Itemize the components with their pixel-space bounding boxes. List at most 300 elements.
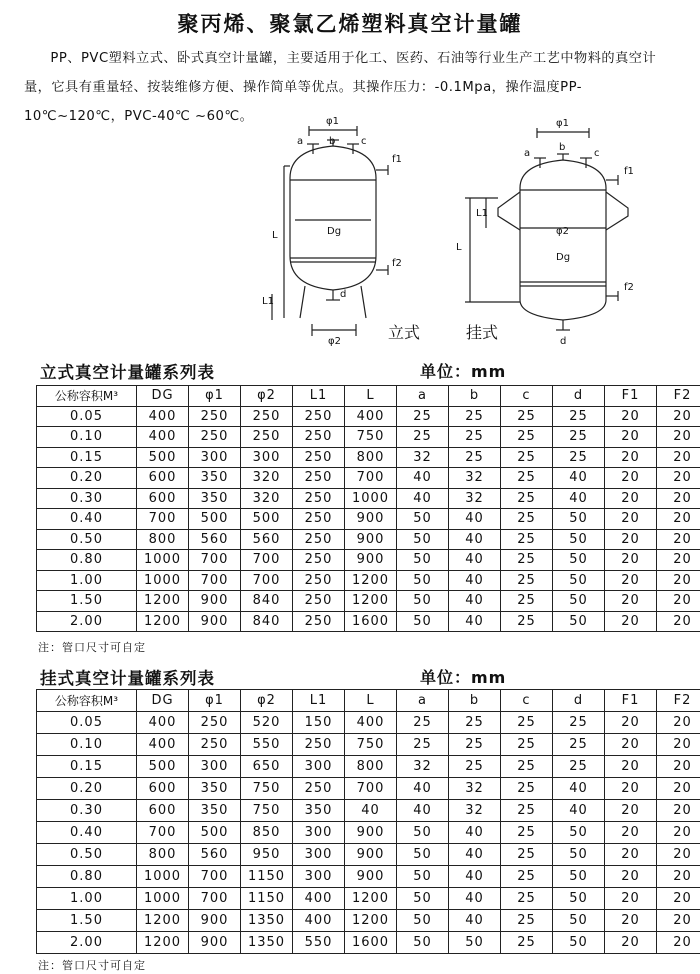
column-header: L1 xyxy=(293,690,345,712)
table-cell: 1200 xyxy=(345,910,397,932)
column-header: φ2 xyxy=(241,690,293,712)
table-cell: 250 xyxy=(241,427,293,448)
column-header: a xyxy=(397,386,449,407)
table-cell: 20 xyxy=(657,822,700,844)
table-row xyxy=(37,734,700,756)
table-cell: 50 xyxy=(397,509,449,530)
table-cell: 900 xyxy=(189,932,241,954)
table-cell: 250 xyxy=(293,488,345,509)
table-cell: 25 xyxy=(501,756,553,778)
table-cell: 25 xyxy=(449,447,501,468)
table-cell: 20 xyxy=(657,570,700,591)
table-cell: 40 xyxy=(397,778,449,800)
table-cell: 550 xyxy=(241,734,293,756)
table-cell: 300 xyxy=(189,756,241,778)
table-cell: 1350 xyxy=(241,910,293,932)
table-cell: 40 xyxy=(449,844,501,866)
table-cell: 1600 xyxy=(345,932,397,954)
table-cell: 700 xyxy=(345,468,397,489)
column-header: 公称容积M³ xyxy=(37,690,137,712)
table-cell: 900 xyxy=(189,910,241,932)
table-cell: 0.15 xyxy=(37,756,137,778)
table-cell: 300 xyxy=(189,447,241,468)
table-cell: 20 xyxy=(605,406,657,427)
column-header: c xyxy=(501,690,553,712)
table-row xyxy=(37,844,700,866)
table2-unit: 单位：mm xyxy=(420,668,507,687)
table-cell: 560 xyxy=(241,529,293,550)
table-cell: 320 xyxy=(241,488,293,509)
table-cell: 40 xyxy=(397,468,449,489)
table-cell: 0.05 xyxy=(37,712,137,734)
table-cell: 250 xyxy=(189,406,241,427)
table-cell: 20 xyxy=(605,756,657,778)
column-header: φ1 xyxy=(189,386,241,407)
column-header: L1 xyxy=(293,386,345,407)
table-cell: 250 xyxy=(293,550,345,571)
table-cell: 50 xyxy=(397,910,449,932)
svg-text:L: L xyxy=(456,242,462,253)
table-cell: 20 xyxy=(605,866,657,888)
table-cell: 560 xyxy=(189,529,241,550)
table-cell: 20 xyxy=(657,888,700,910)
table-cell: 40 xyxy=(449,910,501,932)
table-cell: 25 xyxy=(501,611,553,632)
table-cell: 0.20 xyxy=(37,778,137,800)
table-row xyxy=(37,866,700,888)
table-cell: 1.50 xyxy=(37,591,137,612)
table-row xyxy=(37,509,700,530)
column-header: L xyxy=(345,386,397,407)
table-cell: 20 xyxy=(657,427,700,448)
table-cell: 1000 xyxy=(137,866,189,888)
table-cell: 250 xyxy=(293,570,345,591)
table-cell: 300 xyxy=(241,447,293,468)
table-cell: 50 xyxy=(397,529,449,550)
column-header: φ1 xyxy=(189,690,241,712)
table-cell: 2.00 xyxy=(37,932,137,954)
table-cell: 1200 xyxy=(137,611,189,632)
intro-paragraph: PP、PVC塑料立式、卧式真空计量罐，主要适用于化工、医药、石油等行业生产工艺中物料的真空计量，它具有重量轻、按装维修方便、操作简单等优点。其操作压力：-0.1Mpa，操作温度PP-10℃~120℃，PVC-40℃ ~60℃。 xyxy=(24,51,657,124)
table-cell: 400 xyxy=(345,406,397,427)
table-cell: 700 xyxy=(241,570,293,591)
column-header: F1 xyxy=(605,690,657,712)
table-cell: 50 xyxy=(397,570,449,591)
table-cell: 25 xyxy=(501,822,553,844)
svg-text:b: b xyxy=(559,142,566,153)
table-cell: 250 xyxy=(189,734,241,756)
table-cell: 20 xyxy=(605,447,657,468)
table-cell: 20 xyxy=(657,844,700,866)
table-cell: 25 xyxy=(501,888,553,910)
table-cell: 20 xyxy=(657,932,700,954)
table-cell: 900 xyxy=(345,550,397,571)
table-cell: 50 xyxy=(553,932,605,954)
table-cell: 20 xyxy=(657,550,700,571)
svg-text:Dg: Dg xyxy=(556,252,571,263)
table-cell: 400 xyxy=(345,712,397,734)
table2-note: 注：管口尺寸可自定 xyxy=(38,959,146,972)
table-cell: 25 xyxy=(501,406,553,427)
table-cell: 840 xyxy=(241,591,293,612)
table-cell: 900 xyxy=(345,529,397,550)
table-cell: 50 xyxy=(397,822,449,844)
table-cell: 950 xyxy=(241,844,293,866)
table-row xyxy=(37,822,700,844)
table-cell: 50 xyxy=(553,509,605,530)
table-cell: 25 xyxy=(501,570,553,591)
table-cell: 25 xyxy=(553,734,605,756)
table-cell: 250 xyxy=(293,509,345,530)
standing-tank-spec-table xyxy=(36,385,700,632)
column-header: F1 xyxy=(605,386,657,407)
table-cell: 25 xyxy=(553,427,605,448)
table-cell: 1600 xyxy=(345,611,397,632)
table-cell: 250 xyxy=(293,778,345,800)
table-row xyxy=(37,888,700,910)
table-cell: 40 xyxy=(553,778,605,800)
table-cell: 20 xyxy=(605,591,657,612)
table-cell: 20 xyxy=(657,756,700,778)
svg-text:a: a xyxy=(524,148,531,159)
table-cell: 20 xyxy=(605,734,657,756)
table-cell: 20 xyxy=(657,778,700,800)
svg-text:φ2: φ2 xyxy=(328,336,341,347)
table2-title: 挂式真空计量罐系列表 xyxy=(40,669,215,688)
table-cell: 32 xyxy=(449,800,501,822)
table-cell: 25 xyxy=(397,427,449,448)
table-cell: 25 xyxy=(501,447,553,468)
table-cell: 0.10 xyxy=(37,427,137,448)
label-a: a xyxy=(297,136,304,147)
table-cell: 50 xyxy=(397,611,449,632)
svg-text:f1: f1 xyxy=(624,166,634,177)
hanging-tank-drawing xyxy=(465,128,628,330)
table-cell: 300 xyxy=(293,822,345,844)
svg-text:挂式: 挂式 xyxy=(466,323,499,342)
table-cell: 32 xyxy=(397,447,449,468)
table-cell: 20 xyxy=(657,488,700,509)
svg-text:φ2: φ2 xyxy=(556,226,569,237)
table-cell: 25 xyxy=(501,468,553,489)
table-cell: 250 xyxy=(189,427,241,448)
table-row xyxy=(37,611,700,632)
svg-text:立式: 立式 xyxy=(388,323,421,342)
table-cell: 40 xyxy=(345,800,397,822)
table-cell: 50 xyxy=(553,888,605,910)
table-cell: 250 xyxy=(293,427,345,448)
table-cell: 0.05 xyxy=(37,406,137,427)
standing-tank-labels xyxy=(262,116,420,347)
table-cell: 40 xyxy=(449,611,501,632)
svg-text:f2: f2 xyxy=(392,258,402,269)
column-header: b xyxy=(449,690,501,712)
svg-text:f2: f2 xyxy=(624,282,634,293)
table-cell: 1200 xyxy=(137,932,189,954)
table-row xyxy=(37,800,700,822)
table-cell: 350 xyxy=(189,800,241,822)
table-cell: 20 xyxy=(605,844,657,866)
table-cell: 250 xyxy=(293,529,345,550)
table-cell: 1.50 xyxy=(37,910,137,932)
table-cell: 1350 xyxy=(241,932,293,954)
table-cell: 32 xyxy=(397,756,449,778)
table-cell: 40 xyxy=(449,866,501,888)
table-cell: 25 xyxy=(501,800,553,822)
table-cell: 20 xyxy=(657,468,700,489)
table-cell: 25 xyxy=(553,712,605,734)
table-cell: 1200 xyxy=(345,591,397,612)
table-cell: 0.30 xyxy=(37,800,137,822)
table-cell: 400 xyxy=(137,712,189,734)
table-cell: 300 xyxy=(293,866,345,888)
table-cell: 1000 xyxy=(345,488,397,509)
table-row xyxy=(37,591,700,612)
table-cell: 25 xyxy=(553,406,605,427)
table-cell: 700 xyxy=(345,778,397,800)
table-cell: 40 xyxy=(449,570,501,591)
table-cell: 500 xyxy=(189,509,241,530)
table-cell: 20 xyxy=(605,468,657,489)
svg-text:f1: f1 xyxy=(392,154,402,165)
table-cell: 400 xyxy=(137,427,189,448)
table-cell: 32 xyxy=(449,778,501,800)
table-row xyxy=(37,427,700,448)
table-cell: 25 xyxy=(501,734,553,756)
table-row xyxy=(37,570,700,591)
table-cell: 700 xyxy=(189,866,241,888)
table-cell: 600 xyxy=(137,778,189,800)
table-cell: 300 xyxy=(293,756,345,778)
table-row xyxy=(37,468,700,489)
svg-text:L: L xyxy=(272,230,278,241)
hanging-tank-labels xyxy=(456,118,634,347)
table-cell: 50 xyxy=(397,866,449,888)
table-cell: 25 xyxy=(501,778,553,800)
table-cell: 20 xyxy=(605,570,657,591)
table-cell: 20 xyxy=(605,529,657,550)
table-header-row xyxy=(37,386,700,407)
table-cell: 500 xyxy=(137,447,189,468)
table-row xyxy=(37,778,700,800)
table-cell: 25 xyxy=(501,550,553,571)
table-cell: 40 xyxy=(449,550,501,571)
table-cell: 20 xyxy=(605,822,657,844)
svg-text:Dg: Dg xyxy=(327,226,342,237)
table-cell: 800 xyxy=(345,447,397,468)
table-cell: 25 xyxy=(553,447,605,468)
table-row xyxy=(37,932,700,954)
table-cell: 1150 xyxy=(241,888,293,910)
table-cell: 700 xyxy=(137,822,189,844)
table-cell: 25 xyxy=(501,712,553,734)
table-cell: 50 xyxy=(553,529,605,550)
table-cell: 700 xyxy=(137,509,189,530)
table-cell: 32 xyxy=(449,488,501,509)
table-cell: 400 xyxy=(137,406,189,427)
table-cell: 150 xyxy=(293,712,345,734)
table-cell: 20 xyxy=(657,800,700,822)
table-cell: 25 xyxy=(501,844,553,866)
table-cell: 800 xyxy=(137,844,189,866)
table-cell: 0.15 xyxy=(37,447,137,468)
table-cell: 400 xyxy=(137,734,189,756)
table-row xyxy=(37,529,700,550)
table-cell: 500 xyxy=(241,509,293,530)
column-header: φ2 xyxy=(241,386,293,407)
table-cell: 50 xyxy=(553,844,605,866)
table-cell: 0.10 xyxy=(37,734,137,756)
table1-note: 注：管口尺寸可自定 xyxy=(38,641,146,654)
table-row xyxy=(37,550,700,571)
table-cell: 0.50 xyxy=(37,529,137,550)
table-cell: 550 xyxy=(293,932,345,954)
table-cell: 840 xyxy=(241,611,293,632)
table-cell: 25 xyxy=(501,591,553,612)
table-cell: 350 xyxy=(189,778,241,800)
table-cell: 600 xyxy=(137,488,189,509)
table-cell: 700 xyxy=(241,550,293,571)
svg-text:b: b xyxy=(329,136,336,147)
table-cell: 1200 xyxy=(137,910,189,932)
svg-text:d: d xyxy=(560,336,567,347)
table-cell: 25 xyxy=(501,932,553,954)
column-header: 公称容积M³ xyxy=(37,386,137,407)
table-cell: 20 xyxy=(657,611,700,632)
svg-text:d: d xyxy=(340,289,347,300)
table-cell: 1.00 xyxy=(37,570,137,591)
table-cell: 1.00 xyxy=(37,888,137,910)
table-cell: 25 xyxy=(449,406,501,427)
table-cell: 50 xyxy=(397,844,449,866)
table-row xyxy=(37,447,700,468)
table-cell: 800 xyxy=(345,756,397,778)
table-cell: 600 xyxy=(137,800,189,822)
column-header: d xyxy=(553,386,605,407)
table-cell: 750 xyxy=(345,734,397,756)
table-cell: 250 xyxy=(293,406,345,427)
table-cell: 700 xyxy=(189,570,241,591)
svg-text:φ1: φ1 xyxy=(556,118,569,129)
table-cell: 400 xyxy=(293,888,345,910)
table-cell: 0.30 xyxy=(37,488,137,509)
table-cell: 20 xyxy=(605,712,657,734)
table-cell: 40 xyxy=(449,888,501,910)
table-cell: 40 xyxy=(449,509,501,530)
table-cell: 20 xyxy=(657,910,700,932)
table-cell: 250 xyxy=(241,406,293,427)
tank-diagrams xyxy=(0,108,700,353)
table-cell: 50 xyxy=(553,550,605,571)
table-cell: 25 xyxy=(449,734,501,756)
column-header: F2 xyxy=(657,386,700,407)
table-cell: 1150 xyxy=(241,866,293,888)
table-cell: 0.80 xyxy=(37,866,137,888)
table-cell: 25 xyxy=(449,427,501,448)
table-cell: 50 xyxy=(553,910,605,932)
table-cell: 700 xyxy=(189,550,241,571)
table-row xyxy=(37,406,700,427)
table-cell: 40 xyxy=(449,591,501,612)
table-cell: 40 xyxy=(449,822,501,844)
table-cell: 900 xyxy=(345,822,397,844)
table-cell: 20 xyxy=(605,427,657,448)
table-cell: 0.40 xyxy=(37,509,137,530)
table-cell: 20 xyxy=(657,406,700,427)
table-cell: 520 xyxy=(241,712,293,734)
table-cell: 900 xyxy=(345,509,397,530)
table-cell: 700 xyxy=(189,888,241,910)
table-header-row xyxy=(37,690,700,712)
table-cell: 20 xyxy=(657,866,700,888)
table-cell: 20 xyxy=(657,509,700,530)
column-header: c xyxy=(501,386,553,407)
table-cell: 1200 xyxy=(345,888,397,910)
table-cell: 750 xyxy=(345,427,397,448)
column-header: F2 xyxy=(657,690,700,712)
table-cell: 300 xyxy=(293,844,345,866)
table-cell: 25 xyxy=(449,756,501,778)
page-title: 聚丙烯、聚氯乙烯塑料真空计量罐 xyxy=(177,12,523,36)
table-cell: 50 xyxy=(553,822,605,844)
column-header: a xyxy=(397,690,449,712)
table-cell: 40 xyxy=(553,800,605,822)
table-cell: 800 xyxy=(137,529,189,550)
table-cell: 50 xyxy=(397,932,449,954)
table-cell: 250 xyxy=(293,734,345,756)
table-cell: 50 xyxy=(397,888,449,910)
table-cell: 250 xyxy=(293,591,345,612)
table-cell: 250 xyxy=(293,611,345,632)
table-cell: 40 xyxy=(553,488,605,509)
table-cell: 40 xyxy=(397,800,449,822)
table-cell: 600 xyxy=(137,468,189,489)
table-cell: 40 xyxy=(397,488,449,509)
table-cell: 0.80 xyxy=(37,550,137,571)
table-cell: 350 xyxy=(189,468,241,489)
table-cell: 500 xyxy=(189,822,241,844)
table-row xyxy=(37,756,700,778)
table-cell: 900 xyxy=(345,844,397,866)
table-cell: 20 xyxy=(605,509,657,530)
table-cell: 900 xyxy=(189,611,241,632)
table1-unit: 单位：mm xyxy=(420,362,507,381)
table-cell: 250 xyxy=(189,712,241,734)
table-cell: 40 xyxy=(553,468,605,489)
table-row xyxy=(37,488,700,509)
table-cell: 0.20 xyxy=(37,468,137,489)
table-cell: 50 xyxy=(553,591,605,612)
table-cell: 50 xyxy=(553,570,605,591)
table1-title: 立式真空计量罐系列表 xyxy=(40,363,215,382)
table-cell: 25 xyxy=(501,488,553,509)
table-cell: 25 xyxy=(501,910,553,932)
table-cell: 25 xyxy=(449,712,501,734)
table-cell: 560 xyxy=(189,844,241,866)
table-cell: 350 xyxy=(293,800,345,822)
table-cell: 50 xyxy=(553,866,605,888)
table-cell: 25 xyxy=(501,427,553,448)
table-cell: 0.40 xyxy=(37,822,137,844)
table-cell: 20 xyxy=(605,932,657,954)
column-header: DG xyxy=(137,690,189,712)
column-header: DG xyxy=(137,386,189,407)
table-cell: 850 xyxy=(241,822,293,844)
table-cell: 500 xyxy=(137,756,189,778)
table-cell: 1200 xyxy=(137,591,189,612)
table-cell: 25 xyxy=(501,509,553,530)
table-cell: 20 xyxy=(657,591,700,612)
